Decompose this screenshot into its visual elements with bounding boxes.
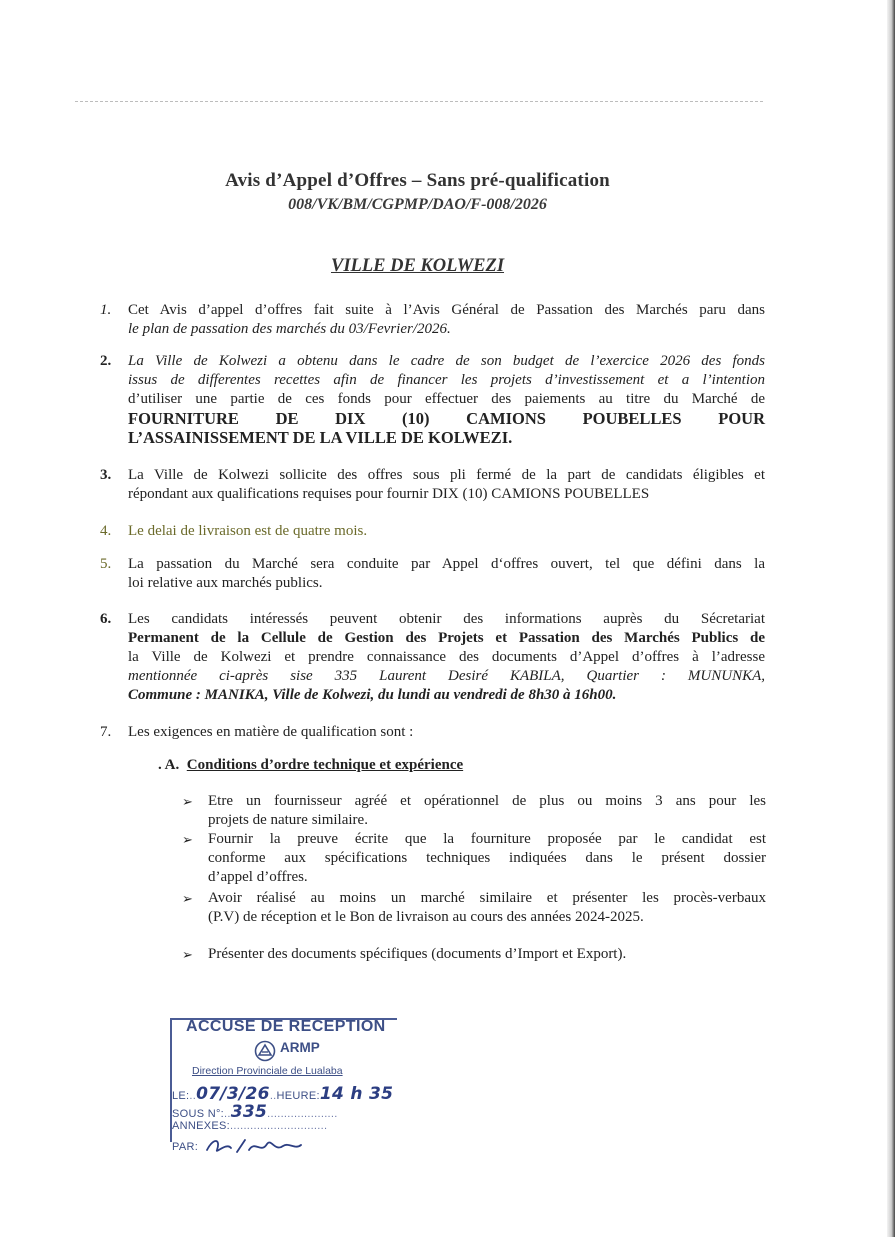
stamp-par-label: PAR:	[172, 1140, 199, 1153]
bullet-item	[182, 945, 766, 964]
item-number: 4.	[100, 523, 112, 539]
stamp-le-label: LE:	[172, 1090, 190, 1102]
item-line: La Ville de Kolwezi sollicite des offres sous pli fermé de la part de candidats éligibles et	[128, 467, 765, 483]
bullet-line: Etre un fournisseur agréé et opérationnel de plus ou moins 3 ans pour les	[208, 793, 766, 809]
stamp-title: ACCUSE DE RECEPTION	[186, 1018, 386, 1035]
item-line: la Ville de Kolwezi et prendre connaissance des documents d’Appel d’offres à l’adresse	[128, 649, 765, 665]
section-title: Conditions d’ordre technique et expérience	[186, 757, 464, 773]
item-line: Les exigences en matière de qualification sont :	[128, 724, 414, 740]
list-item-2	[100, 352, 765, 447]
list-item-4	[100, 522, 765, 541]
item-line: FOURNITURE DE DIX (10) CAMIONS POUBELLES POUR	[128, 409, 765, 428]
bullet-line: Avoir réalisé au moins un marché similaire et présenter les procès-verbaux	[208, 890, 766, 906]
arrow-bullet-icon: ➢	[182, 947, 193, 962]
bullet-line: (P.V) de réception et le Bon de livraison au cours des années 2024-2025.	[208, 909, 644, 925]
bullet-line: projets de nature similaire.	[208, 812, 368, 828]
item-line: d’utiliser une partie de ces fonds pour effectuer des paiements au titre du Marché de	[128, 391, 765, 407]
item-number: 6.	[100, 611, 112, 627]
item-line: répondant aux qualifications requises pour fournir DIX (10) CAMIONS POUBELLES	[128, 486, 650, 502]
bullet-item	[182, 889, 766, 927]
entity-heading: VILLE DE KOLWEZI	[330, 256, 505, 276]
item-line: issus de differentes recettes afin de financer les projets d’investissement et a l’intention	[128, 372, 765, 388]
scan-edge	[887, 0, 895, 1237]
item-line: mentionnée ci-après sise 335 Laurent Desiré KABILA, Quartier : MUNUNKA,	[128, 668, 765, 684]
item-line: L’ASSAINISSEMENT DE LA VILLE DE KOLWEZI.	[128, 428, 513, 447]
bullet-line: conforme aux spécifications techniques indiquées dans le présent dossier	[208, 850, 766, 866]
stamp-par-field	[172, 1136, 341, 1158]
bullet-line: Présenter des documents spécifiques (documents d’Import et Export).	[208, 946, 627, 962]
stamp-annexes-label: ANNEXES:	[172, 1120, 231, 1132]
stamp-number-value: 335	[230, 1102, 268, 1122]
item-line: La passation du Marché sera conduite par Appel d‘offres ouvert, tel que défini dans la	[128, 556, 765, 572]
list-item-1	[100, 301, 765, 339]
arrow-bullet-icon: ➢	[182, 794, 193, 809]
reception-stamp	[170, 1018, 402, 1158]
stamp-sous-label: SOUS N°:	[172, 1108, 225, 1120]
arrow-bullet-icon: ➢	[182, 832, 193, 847]
section-a-heading	[158, 757, 463, 774]
stamp-date-field: LE:..07/3/26..HEURE:14 h 35	[172, 1084, 394, 1104]
stamp-annexes-field: ANNEXES:.............................	[172, 1120, 328, 1132]
stamp-heure-label: HEURE:	[276, 1090, 320, 1102]
item-line: Les candidats intéressés peuvent obtenir des informations auprès du Sécretariat	[128, 611, 765, 627]
item-line: Cet Avis d’appel d’offres fait suite à l’Avis Général de Passation des Marchés paru dans	[128, 302, 765, 318]
list-item-6	[100, 610, 765, 705]
stamp-direction: Direction Provinciale de Lualaba	[192, 1065, 343, 1077]
arrow-bullet-icon: ➢	[182, 891, 193, 906]
list-item-3	[100, 466, 765, 504]
stamp-date-value: 07/3/26	[196, 1084, 270, 1104]
handwritten-signature	[201, 1136, 341, 1158]
list-item-5	[100, 555, 765, 593]
item-line: Permanent de la Cellule de Gestion des Projets et Passation des Marchés Publics de	[128, 630, 765, 646]
stamp-org: ARMP	[280, 1040, 320, 1055]
item-number: 3.	[100, 467, 112, 483]
item-line: Le delai de livraison est de quatre mois.	[128, 523, 368, 539]
item-line: loi relative aux marchés publics.	[128, 575, 323, 591]
document-title: Avis d’Appel d’Offres – Sans pré-qualification	[225, 170, 610, 191]
reference-number: 008/VK/BM/CGPMP/DAO/F-008/2026	[288, 196, 547, 213]
bullet-item	[182, 792, 766, 830]
stamp-number-field: SOUS N°:..335.....................	[172, 1102, 338, 1122]
item-line: le plan de passation des marchés du 03/Fevrier/2026.	[128, 321, 451, 337]
item-line: La Ville de Kolwezi a obtenu dans le cadre de son budget de l’exercice 2026 des fonds	[128, 353, 765, 369]
header-rule	[75, 101, 763, 102]
bullet-line: Fournir la preuve écrite que la fourniture proposée par le candidat est	[208, 831, 766, 847]
armp-logo-icon	[254, 1040, 276, 1062]
item-number: 1.	[100, 302, 112, 318]
item-number: 7.	[100, 724, 112, 740]
item-line: Commune : MANIKA, Ville de Kolwezi, du lundi au vendredi de 8h30 à 16h00.	[128, 687, 617, 703]
item-number: 2.	[100, 353, 112, 369]
item-number: 5.	[100, 556, 112, 572]
list-item-7	[100, 723, 765, 742]
bullet-line: d’appel d’offres.	[208, 869, 308, 885]
bullet-item	[182, 830, 766, 887]
section-label: . A.	[158, 757, 180, 773]
stamp-time-value: 14 h 35	[319, 1084, 394, 1104]
